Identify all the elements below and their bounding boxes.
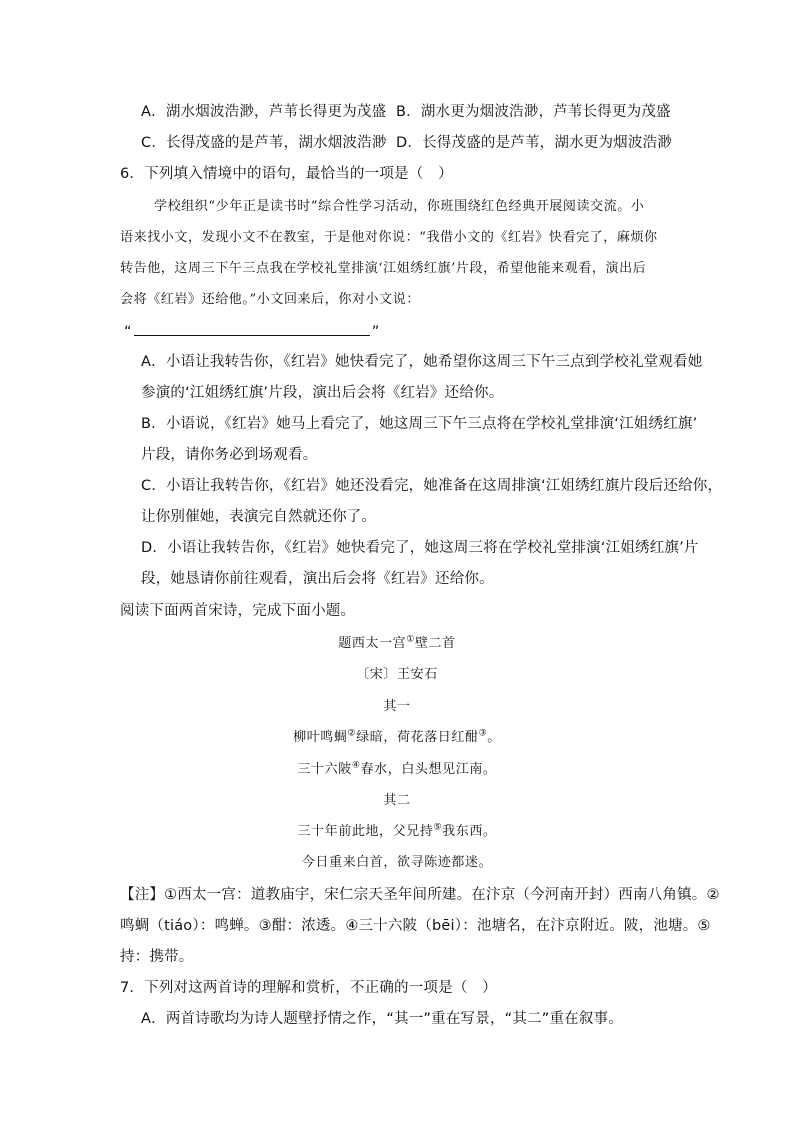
poem-title (0, 634, 794, 654)
q5-option-c[interactable]: C．长得茂盛的是芦苇，湖水烟波浩渺 (141, 135, 387, 151)
footnote-mark: ④ (351, 760, 361, 771)
q6-option-a-line1[interactable]: A．小语让我转告你，《红岩》她快看完了，她希望你这周三下午三点到学校礼堂观看她 (141, 354, 703, 370)
q5-option-b[interactable]: B．湖水更为烟波浩渺，芦苇长得更为茂盛 (396, 104, 671, 120)
q6-stem: 6．下列填入情境中的语句，最恰当的一项是（ ） (120, 166, 453, 182)
q6-passage-line: 转告他，这周三下午三点我在学校礼堂排演‘江姐绣红旗’片段，希望他能来观看，演出后 (120, 261, 647, 276)
quote-close: ” (371, 324, 380, 340)
q6-option-a-line2[interactable]: 参演的‘江姐绣红旗’片段，演出后会将《红岩》还给你。 (141, 385, 504, 401)
poem-text: 三十年前此地，父兄持 (297, 824, 434, 839)
footnote-mark: ③ (478, 728, 488, 739)
poem-text: 绿暗，荷花落日红酣 (356, 730, 479, 745)
q6-answer-blank[interactable] (124, 322, 379, 342)
blank-line (134, 323, 370, 336)
poem-title-text: 题西太一宫 (338, 636, 407, 651)
poem-text: 三十六陂 (297, 762, 352, 777)
quote-open: “ (124, 324, 132, 340)
poem-author: 〔宋〕王安石 (356, 667, 438, 682)
notes-line: 持：携带。 (120, 949, 194, 965)
poem-part1-line1 (0, 728, 794, 748)
poem-title-text: 壁二首 (414, 636, 456, 651)
poem-text: 我东西。 (442, 824, 497, 839)
q6-option-b-line1[interactable]: B．小语说，《红岩》她马上看完了，她这周三下午三点将在学校礼堂排演‘江姐绣红旗’ (141, 416, 698, 432)
notes-line: 【注】①西太一宫：道教庙宇，宋仁宗天圣年间所建。在汴京（今河南开封）西南八角镇。② (120, 887, 720, 903)
footnote-mark: ⑤ (433, 822, 443, 833)
poem-intro: 阅读下面两首宋诗，完成下面小题。 (120, 603, 356, 619)
poem-part1-line2 (0, 760, 794, 780)
q6-option-c-line1[interactable]: C．小语让我转告你，《红岩》她还没看完，她准备在这周排演‘江姐绣红旗片段后还给你， (141, 478, 723, 494)
q6-option-d-line1[interactable]: D．小语让我转告你，《红岩》她快看完了，她这周三将在学校礼堂排演‘江姐绣红旗’片 (141, 540, 699, 556)
poem-text: 春水，白头想见江南。 (360, 762, 497, 777)
footnote-mark: ② (347, 728, 357, 739)
q6-passage-line: 学校组织“少年正是读书时”综合性学习活动，你班围绕红色经典开展阅读交流。小 (154, 199, 645, 214)
q6-option-c-line2[interactable]: 让你别催她，表演完自然就还你了。 (141, 509, 377, 525)
poem-part1-label: 其一 (383, 699, 411, 714)
q5-option-d[interactable]: D．长得茂盛的是芦苇，湖水更为烟波浩渺 (396, 135, 672, 151)
q6-option-d-line2[interactable]: 段，她恳请你前往观看，演出后会将《红岩》还给你。 (141, 571, 494, 587)
poem-part2-line2: 今日重来白首，欲寻陈迹都迷。 (301, 855, 493, 870)
footnote-mark: ① (406, 634, 415, 645)
notes-line: 鸣蜩（tiáo）：鸣蝉。③酣：浓透。④三十六陂（bēi）：池塘名，在汴京附近。陂，池塘。⑤ (120, 918, 711, 934)
q7-stem: 7．下列对这两首诗的理解和赏析，不正确的一项是（ ） (120, 980, 497, 996)
q5-option-a[interactable]: A．湖水烟波浩渺，芦苇长得更为茂盛 (141, 104, 387, 120)
q6-passage-line: 语来找小文，发现小文不在教室，于是他对你说：“我借小文的《红岩》快看完了，麻烦你 (120, 230, 658, 245)
q6-option-b-line2[interactable]: 片段，请你务必到场观看。 (141, 447, 318, 463)
poem-text: 。 (487, 730, 501, 745)
q6-passage-line: 会将《红岩》还给他。”小文回来后，你对小文说： (120, 292, 420, 307)
poem-text: 柳叶鸣蜩 (293, 730, 348, 745)
q7-option-a[interactable]: A．两首诗歌均为诗人题壁抒情之作，“其一”重在写景，“其二”重在叙事。 (141, 1011, 623, 1027)
poem-part2-label: 其二 (383, 793, 411, 808)
poem-part2-line1 (0, 822, 794, 842)
